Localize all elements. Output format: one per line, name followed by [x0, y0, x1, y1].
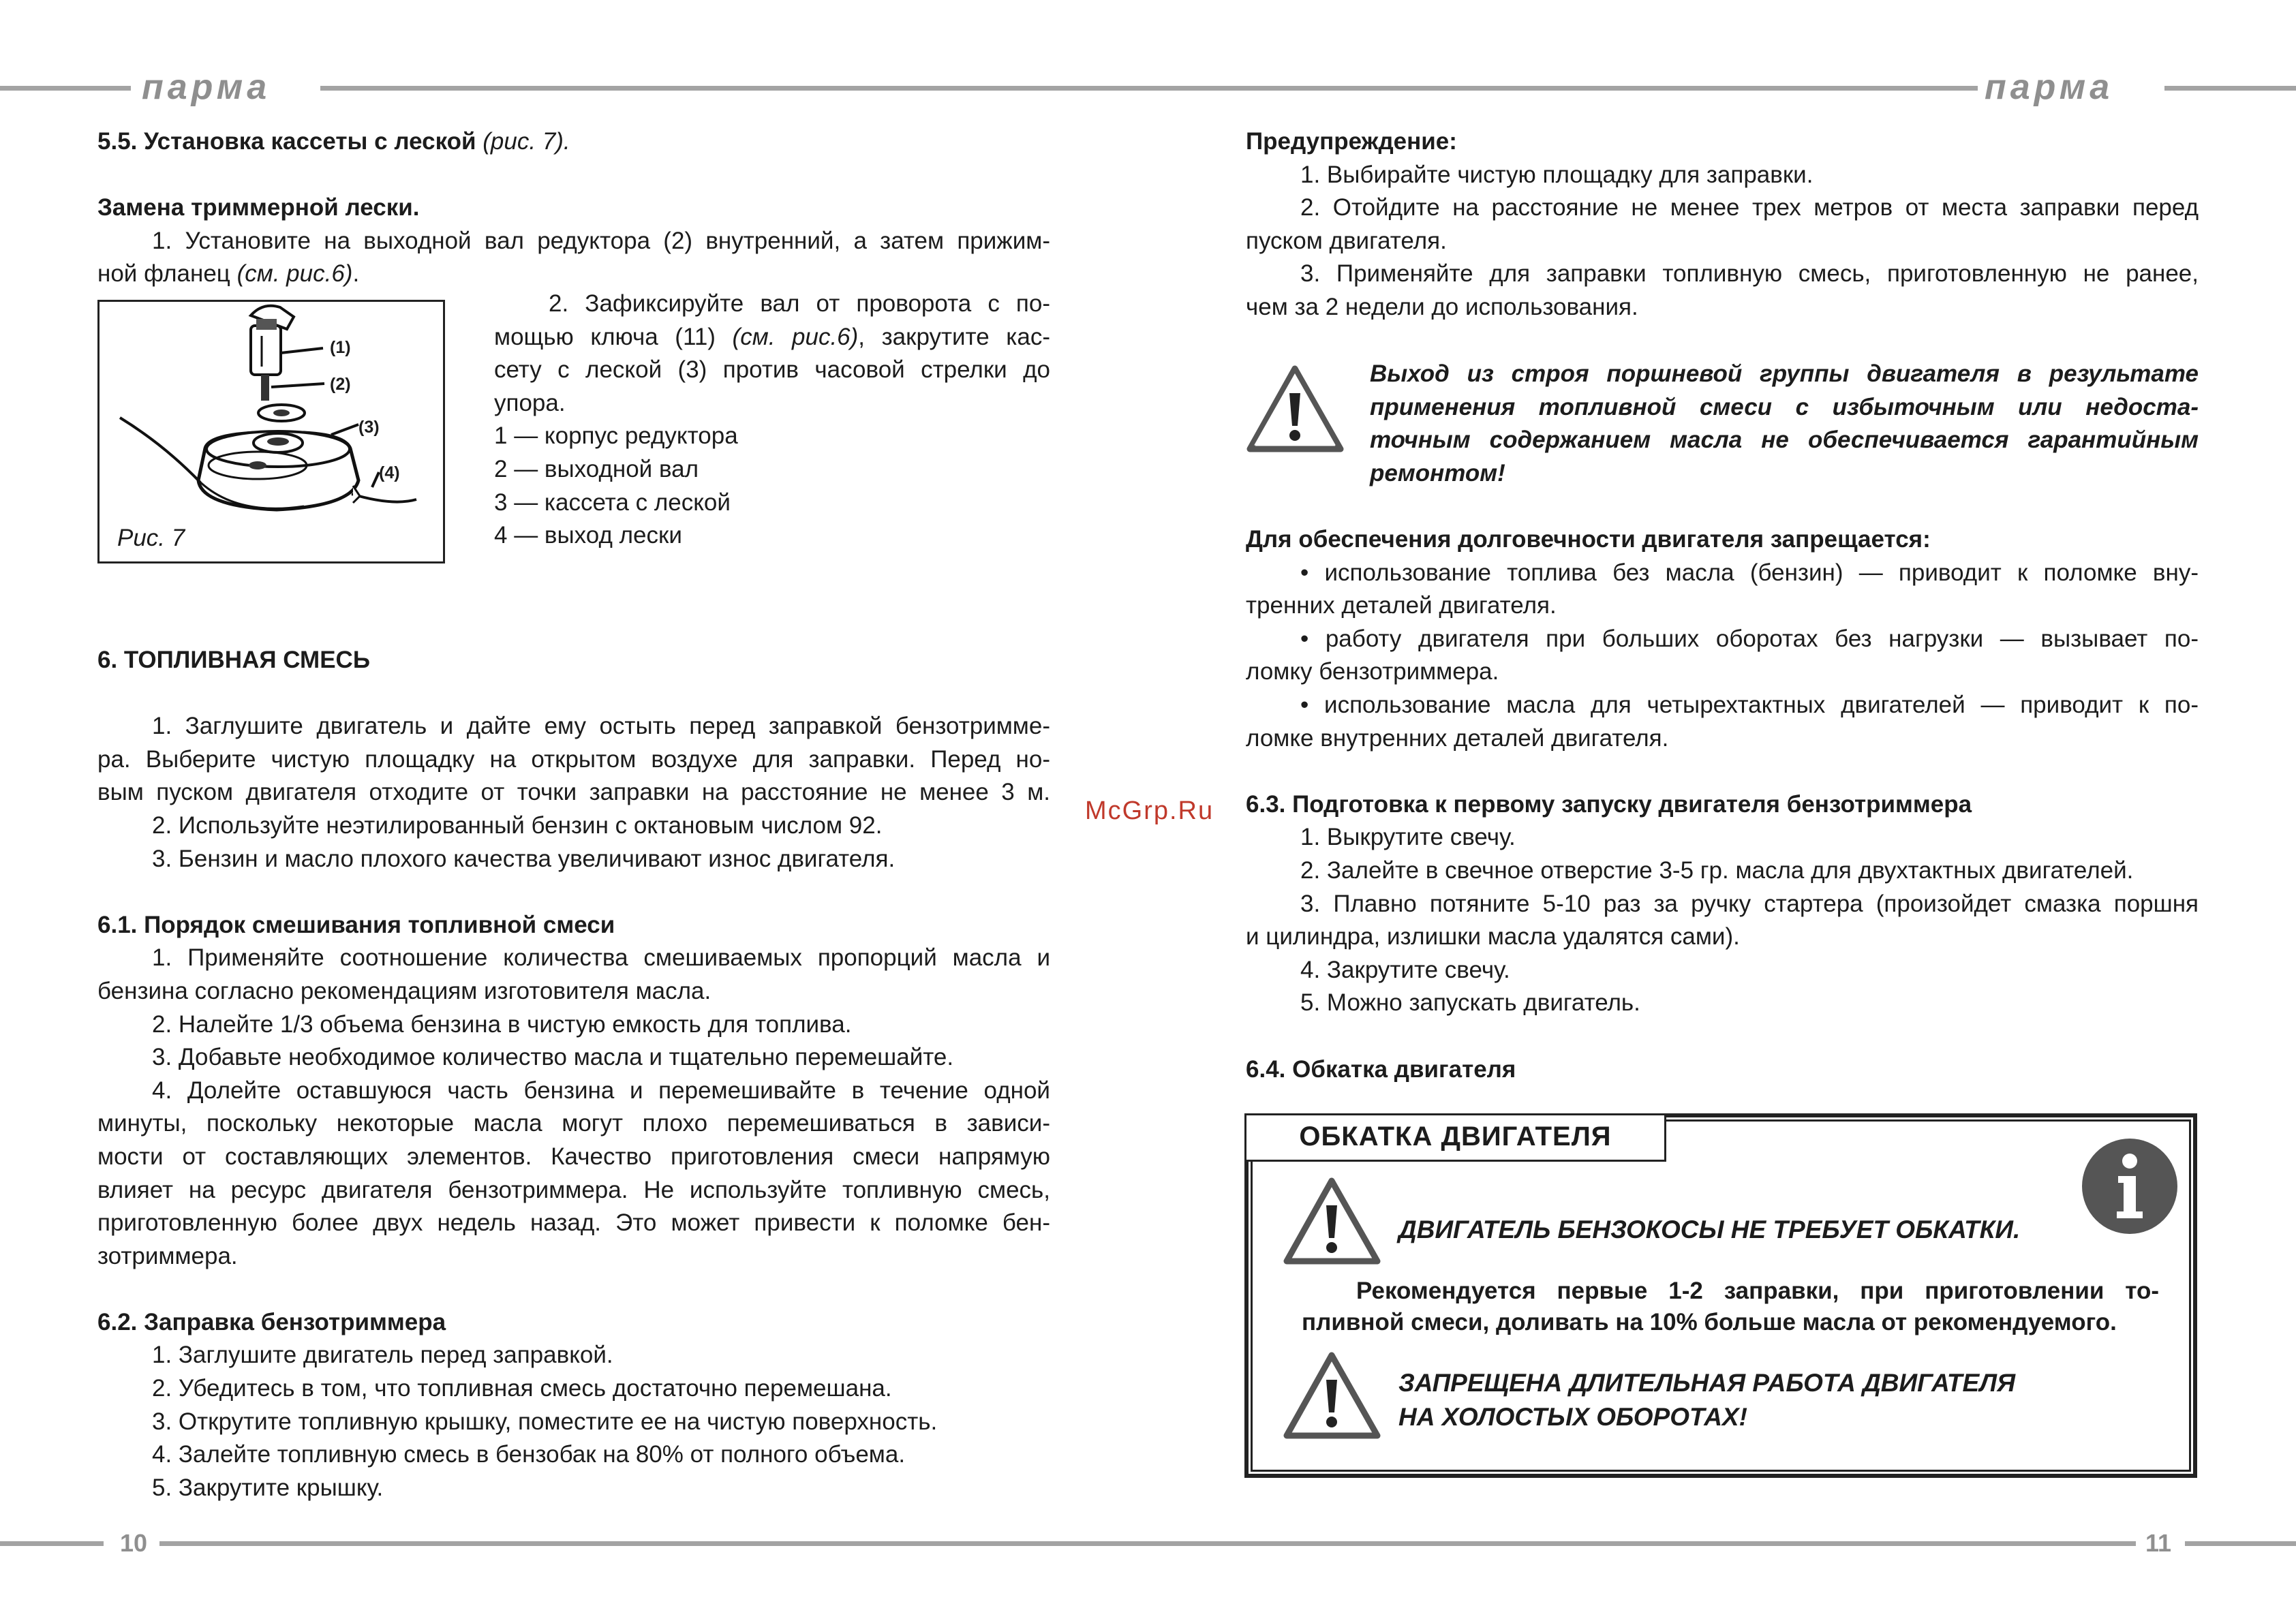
- section-6-line-1: 1. Заглушите двигатель и дайте ему остыть перед заправкой бензотримме-: [152, 713, 1050, 740]
- info-icon: [2081, 1138, 2178, 1235]
- section-6-1-line-4: 3. Добавьте необходимое количество масла и тщательно перемешайте.: [152, 1044, 954, 1071]
- section-6-3-title: 6.3. Подготовка к первому запуску двигателя бензотриммера: [1246, 790, 1972, 818]
- section-6-3-line-2: 2. Залейте в свечное отверстие 3-5 гр. масла для двухтактных двигателей.: [1300, 856, 2134, 884]
- section-6-line-2: ра. Выберите чистую площадку на открытом воздухе для заправки. Перед но-: [97, 745, 1050, 773]
- section-6-line-3: вым пуском двигателя отходите от точки заправки на расстояние не менее 3 м.: [97, 779, 1050, 806]
- no-break-in-notice: ДВИГАТЕЛЬ БЕНЗОКОСЫ НЕ ТРЕБУЕТ ОБКАТКИ.: [1398, 1216, 2021, 1243]
- warning-line-5: чем за 2 недели до использования.: [1246, 293, 1638, 320]
- section-6-1-line-10: зотриммера.: [97, 1242, 238, 1269]
- prohibit-title: Для обеспечения долговечности двигателя запрещается:: [1246, 526, 1931, 553]
- idle-warning: [1398, 1366, 2015, 1434]
- section-6-1-line-8: влияет на ресурс двигателя бензотриммера. Не используйте топливную смесь,: [97, 1176, 1050, 1203]
- replace-step-1-ref: (см. рис.6): [236, 260, 353, 288]
- section-6-2-title: 6.2. Заправка бензотриммера: [97, 1308, 446, 1335]
- warning-line-3: пуском двигателя.: [1246, 227, 1447, 254]
- caution-line-3: точным содержанием масла не обеспечивается гарантийным: [1370, 427, 2199, 454]
- left-column-top: 5.5. Установка кассеты с леской (рис. 7). Замена триммерной лески. 1. Установите на выходной вал редуктора (2) внутренний, а затем прижим- ной фланец (см. рис.6).: [97, 128, 1050, 288]
- recommend-text: [1302, 1276, 2159, 1338]
- replace-step-1b: ной фланец: [97, 260, 230, 288]
- legend-item-2: 2 — выходной вал: [494, 455, 699, 482]
- idle-warning-line-2: НА ХОЛОСТЫХ ОБОРОТАХ!: [1398, 1403, 1747, 1431]
- header-rule-left: [0, 86, 131, 91]
- warning-line-4: 3. Применяйте для заправки топливную смесь, приготовленную не ранее,: [1300, 260, 2199, 288]
- legend-item-3: 3 — кассета с леской: [494, 489, 731, 516]
- section-6-2-line-3: 3. Открутите топливную крышку, поместите ее на чистую поверхность.: [152, 1408, 938, 1435]
- legend-item-4: 4 — выход лески: [494, 522, 682, 549]
- step-2-line-c: , закрутите кас-: [858, 323, 1050, 350]
- figure-label-4: (4): [379, 463, 400, 482]
- section-6-1-line-6: минуты, поскольку некоторые масла могут плохо перемешиваться в зависи-: [97, 1110, 1050, 1137]
- section-6-2-line-2: 2. Убедитесь в том, что топливная смесь достаточно перемешана.: [152, 1375, 892, 1402]
- brand-logo-right: парма: [1985, 67, 2114, 107]
- step-2-line-e: упора.: [494, 389, 566, 416]
- warning-triangle-icon-2: [1283, 1177, 1381, 1265]
- prohibit-line-6: ломке внутренних деталей двигателя.: [1246, 724, 1669, 752]
- section-6-1-line-1: 1. Применяйте соотношение количества смешиваемых пропорций масла и: [152, 944, 1050, 972]
- prohibit-line-1: • использование топлива без масла (бензин) — приводит к поломке вну-: [1300, 559, 2199, 586]
- caution-line-4: ремонтом!: [1370, 459, 1505, 486]
- section-6-1-line-2: бензина согласно рекомендациям изготовителя масла.: [97, 977, 711, 1004]
- figure-label-1: (1): [330, 338, 351, 357]
- section-6-1-line-7: мости от составляющих элементов. Качество приготовления смеси напрямую: [97, 1143, 1050, 1170]
- section-6-line-4: 2. Используйте неэтилированный бензин с октановым числом 92.: [152, 812, 883, 839]
- step-2-line-a: 2. Зафиксируйте вал от проворота с по-: [549, 290, 1050, 317]
- section-6-1-line-9: приготовленную более двух недель назад. Это может привести к поломке бен-: [97, 1209, 1050, 1237]
- break-in-box-title: ОБКАТКА ДВИГАТЕЛЯ: [1246, 1115, 1666, 1162]
- step-2-ref: (см. рис.6): [732, 323, 859, 350]
- footer-rule-right: [2185, 1541, 2296, 1546]
- section-6-3-line-4: и цилиндра, излишки масла удалятся сами).: [1246, 923, 1740, 950]
- brand-logo-left: парма: [142, 67, 271, 107]
- header-rule-right: [2164, 86, 2296, 91]
- section-6-3-line-5: 4. Закрутите свечу.: [1300, 956, 1510, 983]
- figure-label-3: (3): [358, 418, 380, 437]
- left-column-bottom: [97, 644, 1050, 1504]
- footer-rule-left: [0, 1541, 104, 1546]
- section-6-1-title: 6.1. Порядок смешивания топливной смеси: [97, 911, 615, 938]
- step-2-line-b: мощью ключа (11): [494, 323, 716, 350]
- replace-step-1a: 1. Установите на выходной вал редуктора (2) внутренний, а затем прижим-: [152, 227, 1050, 254]
- footer-rule-center: [159, 1541, 2136, 1546]
- right-column-middle: [1246, 523, 2199, 1086]
- replace-line-title: Замена триммерной лески.: [97, 194, 420, 221]
- figure-7: [97, 300, 445, 563]
- warning-line-1: 1. Выбирайте чистую площадку для заправки.: [1300, 161, 1813, 188]
- section-5-5-figure-ref: (рис. 7).: [483, 128, 570, 155]
- page-number-right: 11: [2145, 1529, 2172, 1557]
- prohibit-line-4: ломку бензотриммера.: [1246, 658, 1499, 685]
- section-6-2-line-1: 1. Заглушите двигатель перед заправкой.: [152, 1342, 613, 1369]
- section-6-3-line-6: 5. Можно запускать двигатель.: [1300, 989, 1640, 1017]
- trimmer-head-illustration: [100, 302, 443, 561]
- section-6-4-title: 6.4. Обкатка двигателя: [1246, 1055, 1516, 1083]
- section-6-line-5: 3. Бензин и масло плохого качества увеличивают износ двигателя.: [152, 845, 896, 872]
- section-6-2-line-5: 5. Закрутите крышку.: [152, 1474, 384, 1501]
- section-6-3-line-1: 1. Выкрутите свечу.: [1300, 824, 1516, 851]
- caution-line-1: Выход из строя поршневой группы двигателя в результате: [1370, 360, 2199, 387]
- header-rule-center: [320, 86, 1978, 91]
- prohibit-line-3: • работу двигателя при больших оборотах без нагрузки — вызывает по-: [1300, 625, 2199, 652]
- idle-warning-line-1: ЗАПРЕЩЕНА ДЛИТЕЛЬНАЯ РАБОТА ДВИГАТЕЛЯ: [1398, 1369, 2016, 1397]
- right-warning-block: [1246, 125, 2199, 324]
- step-2-line-d: сету с леской (3) против часовой стрелки до: [494, 356, 1050, 384]
- watermark: McGrp.Ru: [1085, 797, 1214, 825]
- figure-label-2: (2): [330, 375, 351, 394]
- legend-item-1: 1 — корпус редуктора: [494, 422, 738, 450]
- prohibit-line-5: • использование масла для четырехтактных двигателей — приводит к по-: [1300, 691, 2199, 718]
- section-6-2-line-4: 4. Залейте топливную смесь в бензобак на 80% от полного объема.: [152, 1441, 906, 1468]
- section-6-1-line-5: 4. Долейте оставшуюся часть бензина и перемешивайте в течение одной: [152, 1077, 1050, 1104]
- caution-line-2: применения топливной смеси с избыточным или недоста-: [1370, 393, 2199, 420]
- warning-triangle-icon: [1246, 365, 1345, 453]
- figure-caption: Рис. 7: [117, 525, 185, 551]
- step-2-block: [494, 288, 1050, 553]
- section-6-3-line-3: 3. Плавно потяните 5-10 раз за ручку стартера (произойдет смазка поршня: [1300, 890, 2199, 917]
- warning-title: Предупреждение:: [1246, 128, 1457, 155]
- recommend-line-1: Рекомендуется первые 1-2 заправки, при приготовлении то-: [1356, 1278, 2159, 1304]
- section-6-title: 6. ТОПЛИВНАЯ СМЕСЬ: [97, 647, 370, 673]
- page-number-left: 10: [120, 1529, 148, 1557]
- caution-text: [1370, 358, 2199, 490]
- recommend-line-2: пливной смеси, доливать на 10% больше масла от рекомендуемого.: [1302, 1309, 2117, 1335]
- section-6-1-line-3: 2. Налейте 1/3 объема бензина в чистую емкость для топлива.: [152, 1010, 852, 1038]
- section-5-5-title: 5.5. Установка кассеты с леской: [97, 128, 476, 155]
- warning-triangle-icon-3: [1283, 1351, 1381, 1440]
- warning-line-2: 2. Отойдите на расстояние не менее трех метров от места заправки перед: [1300, 194, 2199, 221]
- prohibit-line-2: тренних деталей двигателя.: [1246, 592, 1557, 619]
